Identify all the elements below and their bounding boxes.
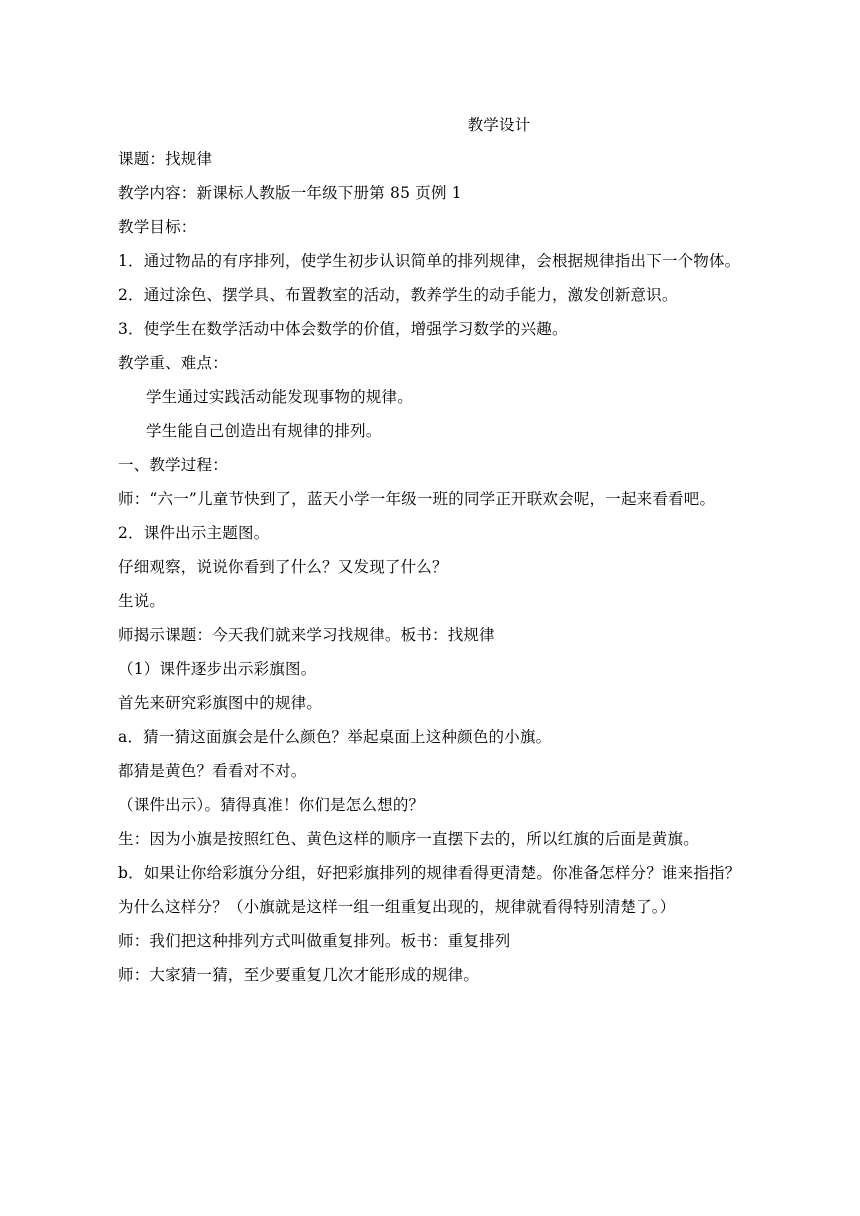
document-title: 教学设计	[467, 116, 531, 134]
process-heading: 一、教学过程：	[118, 456, 228, 474]
why-group: 为什么这样分？（小旗就是这样一组一组重复出现的，规律就看得特别清楚了。）	[118, 898, 676, 916]
observe-question: 仔细观察，说说你看到了什么？又发现了什么？	[118, 558, 448, 576]
substep-1: （1）课件逐步出示彩旗图。	[118, 660, 317, 678]
objective-3: 3．使学生在数学活动中体会数学的价值，增强学习数学的兴趣。	[118, 320, 568, 338]
key-point-2: 学生能自己创造出有规律的排列。	[146, 422, 382, 440]
student-answer: 生说。	[118, 592, 166, 610]
lesson-topic: 课题：找规律	[118, 150, 213, 168]
objectives-heading: 教学目标：	[118, 218, 197, 236]
guess-yellow: 都猜是黄色？看看对不对。	[118, 762, 307, 780]
objective-1: 1．通过物品的有序排列，使学生初步认识简单的排列规律，会根据规律指出下一个物体。	[118, 252, 741, 270]
question-a: a．猜一猜这面旗会是什么颜色？举起桌面上这种颜色的小旗。	[118, 728, 552, 746]
guess-repeats: 师：大家猜一猜，至少要重复几次才能形成的规律。	[118, 966, 480, 984]
repeat-pattern: 师：我们把这种排列方式叫做重复排列。板书：重复排列	[118, 932, 511, 950]
objective-2: 2．通过涂色、摆学具、布置教室的活动，教养学生的动手能力，激发创新意识。	[118, 286, 678, 304]
step-2: 2．课件出示主题图。	[118, 524, 270, 542]
question-b: b．如果让你给彩旗分分组，好把彩旗排列的规律看得更清楚。你准备怎样分？谁来指指？	[118, 864, 741, 882]
key-point-1: 学生通过实践活动能发现事物的规律。	[146, 388, 413, 406]
document-body	[118, 108, 750, 992]
courseware-show: （课件出示）。猜得真准！你们是怎么想的？	[118, 796, 425, 814]
study-flags: 首先来研究彩旗图中的规律。	[118, 694, 323, 712]
reveal-topic: 师揭示课题：今天我们就来学习找规律。板书：找规律	[118, 626, 495, 644]
key-points-heading: 教学重、难点：	[118, 354, 228, 372]
student-reason: 生：因为小旗是按照红色、黄色这样的顺序一直摆下去的，所以红旗的后面是黄旗。	[118, 830, 699, 848]
lesson-content: 教学内容：新课标人教版一年级下册第 85 页例 1	[118, 184, 462, 202]
teacher-intro: 师：“六一”儿童节快到了，蓝天小学一年级一班的同学正开联欢会呢，一起来看看吧。	[118, 490, 716, 508]
